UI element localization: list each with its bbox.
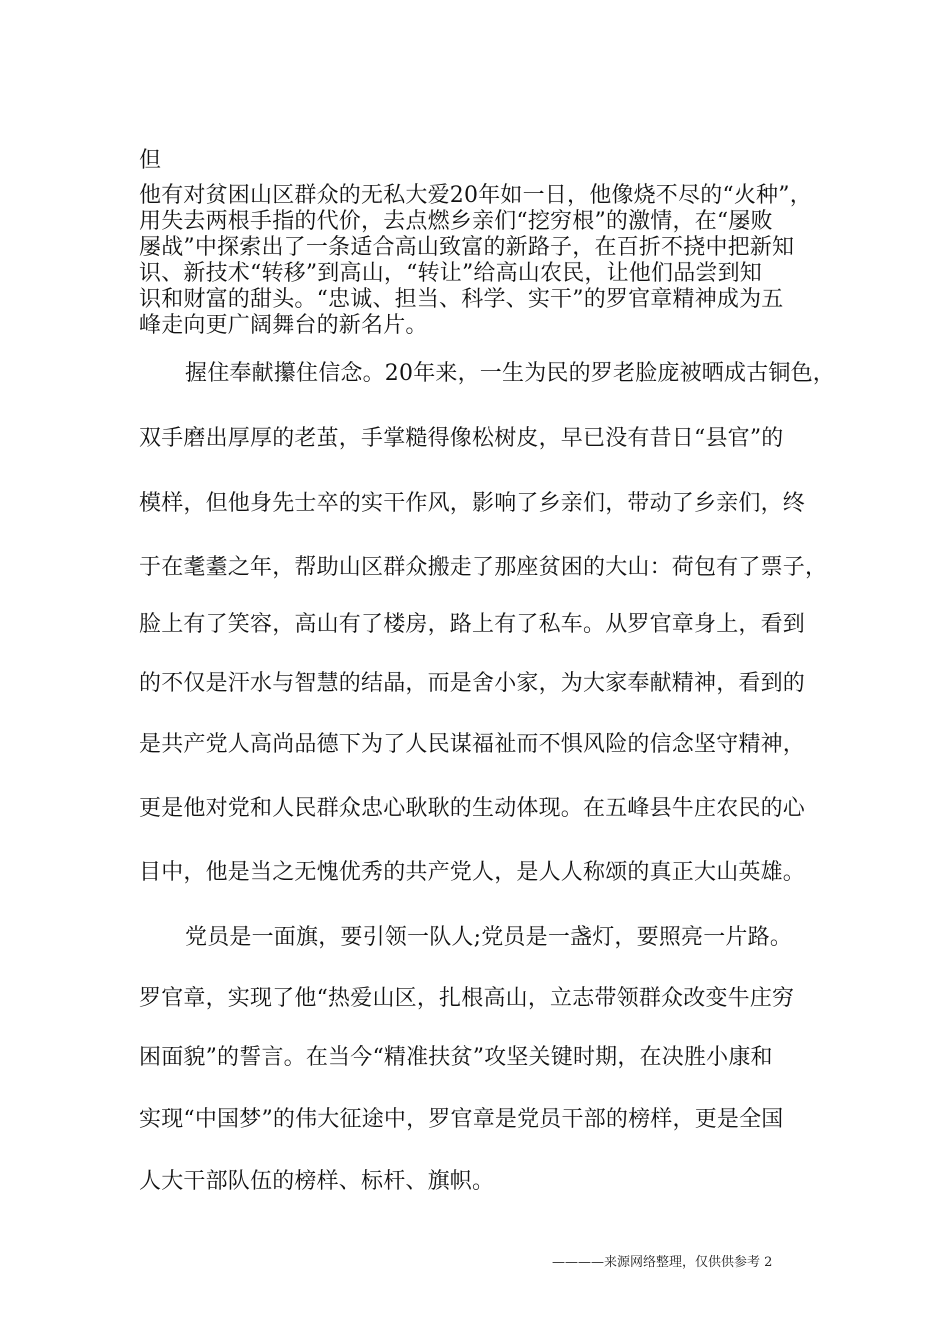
text-line: 识和财富的甜头。“忠诚、担当、科学、实干”的罗官章精神成为五 — [139, 287, 784, 312]
text-line: 握住奉献攥住信念。20年来，一生为民的罗老脸庞被晒成古铜色， — [185, 361, 835, 386]
text-line: 更是他对党和人民群众忠心耿耿的生动体现。在五峰县牛庄农民的心 — [139, 796, 806, 821]
text-line: 困面貌”的誓言。在当今“精准扶贫”攻坚关键时期，在决胜小康和 — [139, 1045, 773, 1070]
page-footer: ————来源网络整理，仅供供参考 2 — [552, 1255, 773, 1270]
text-line: 实现“中国梦”的伟大征途中，罗官章是党员干部的榜样，更是全国 — [139, 1107, 784, 1132]
text-line: 识、新技术“转移”到高山，“转让”给高山农民，让他们品尝到知 — [139, 261, 762, 286]
text-line: 屡战”中探索出了一条适合高山致富的新路子，在百折不挠中把新知 — [139, 235, 795, 260]
text-line: 于在耄耋之年，帮助山区群众搬走了那座贫困的大山：荷包有了票子， — [139, 555, 828, 580]
text-line: 党员是一面旗，要引领一队人;党员是一盏灯，要照亮一片路。 — [185, 925, 793, 950]
text-line: 峰走向更广阔舞台的新名片。 — [139, 313, 428, 338]
text-line: 目中，他是当之无愧优秀的共产党人，是人人称颂的真正大山英雄。 — [139, 860, 806, 885]
text-line: 他有对贫困山区群众的无私大爱20年如一日，他像烧不尽的“火种”， — [139, 183, 812, 208]
text-line: 但 — [139, 148, 162, 173]
text-line: 人大干部队伍的榜样、标杆、旗帜。 — [139, 1169, 495, 1194]
text-line: 是共产党人高尚品德下为了人民谋福祉而不惧风险的信念坚守精神， — [139, 732, 806, 757]
text-line: 脸上有了笑容，高山有了楼房，路上有了私车。从罗官章身上，看到 — [139, 612, 806, 637]
text-line: 用失去两根手指的代价，去点燃乡亲们“挖穷根”的激情，在“屡败 — [139, 209, 773, 234]
text-line: 模样，但他身先士卒的实干作风，影响了乡亲们，带动了乡亲们，终 — [139, 491, 806, 516]
text-line: 的不仅是汗水与智慧的结晶，而是舍小家，为大家奉献精神，看到的 — [139, 671, 806, 696]
text-line: 双手磨出厚厚的老茧，手掌糙得像松树皮，早已没有昔日“县官”的 — [139, 426, 784, 451]
text-line: 罗官章，实现了他“热爱山区，扎根高山，立志带领群众改变牛庄穷 — [139, 986, 795, 1011]
